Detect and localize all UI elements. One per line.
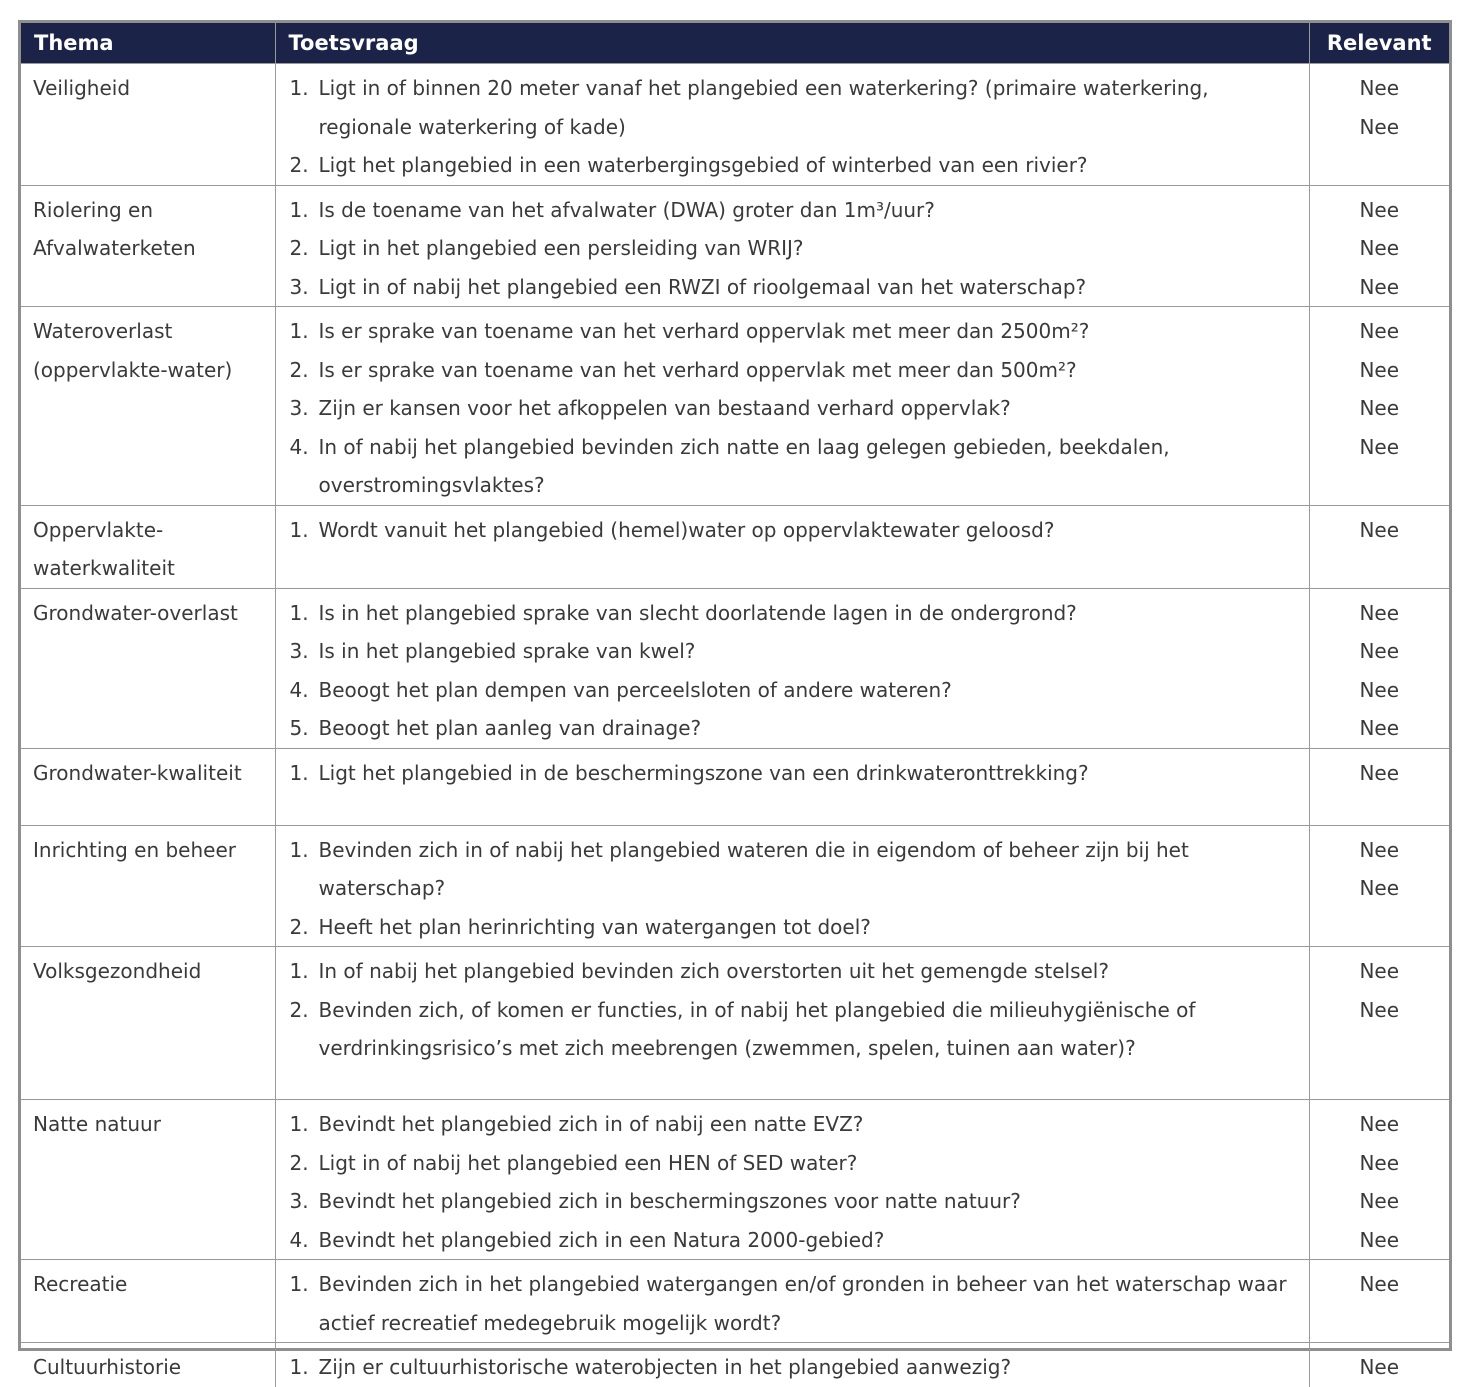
header-relevant: Relevant xyxy=(1309,23,1449,64)
table-body xyxy=(21,64,1449,1387)
question-number: 1. xyxy=(289,1355,309,1379)
toetsvraag-cell xyxy=(275,1343,1309,1387)
relevant-value: Nee xyxy=(1359,76,1400,100)
question-number: 3. xyxy=(289,639,309,663)
question-text: Ligt in of nabij het plangebied een HEN of SED water? xyxy=(318,1150,858,1175)
thema-cell: Recreatie xyxy=(21,1260,275,1343)
question-item xyxy=(288,1348,1309,1387)
question-number: 3. xyxy=(289,396,309,420)
relevant-cell xyxy=(1309,947,1449,1100)
thema-cell: Inrichting en beheer xyxy=(21,825,275,947)
relevant-value: Nee xyxy=(1359,114,1400,139)
thema-cell: Oppervlakte-waterkwaliteit xyxy=(21,505,275,588)
relevant-value: Nee xyxy=(1359,1227,1400,1252)
toetsvraag-cell xyxy=(275,1260,1309,1343)
watertoets-table xyxy=(21,23,1449,1387)
thema-cell: Cultuurhistorie xyxy=(21,1343,275,1387)
question-item xyxy=(288,709,1309,748)
question-text: Zijn er cultuurhistorische waterobjecten in het plangebied aanwezig? xyxy=(318,1355,1012,1379)
question-number: 5. xyxy=(289,716,309,740)
toetsvraag-cell xyxy=(275,825,1309,947)
question-text: Beoogt het plan dempen van perceelsloten of andere wateren? xyxy=(318,677,952,702)
table-row xyxy=(21,748,1449,825)
question-item xyxy=(288,268,1309,307)
table-row xyxy=(21,185,1449,307)
question-text: Heeft het plan herinrichting van watergangen tot doel? xyxy=(318,914,871,939)
toetsvraag-cell xyxy=(275,307,1309,506)
table-row xyxy=(21,588,1449,748)
question-number: 2. xyxy=(289,153,309,177)
question-text: Beoogt het plan aanleg van drainage? xyxy=(318,716,702,740)
question-item xyxy=(288,754,1309,793)
question-text: Bevindt het plangebied zich in een Natura 2000-gebied? xyxy=(318,1227,885,1252)
question-text: Is in het plangebied sprake van kwel? xyxy=(318,639,696,663)
table-row xyxy=(21,307,1449,506)
question-item xyxy=(288,146,1309,185)
question-item xyxy=(288,191,1309,230)
toetsvraag-cell xyxy=(275,748,1309,825)
question-text: Bevinden zich, of komen er functies, in of nabij het plangebied die milieuhygiënische of verdrinkingsrisico’s met zich meebrengen (zwemmen, spelen, tuinen aan water)? xyxy=(318,997,1196,1060)
table-row xyxy=(21,1100,1449,1260)
question-number: 1. xyxy=(289,319,309,343)
question-number: 1. xyxy=(289,517,309,542)
relevant-value: Nee xyxy=(1359,760,1400,785)
question-text: Bevinden zich in het plangebied watergangen en/of gronden in beheer van het waterschap waar actief recreatief medegebruik mogelijk wordt? xyxy=(318,1272,1287,1335)
question-text: Ligt in of binnen 20 meter vanaf het plangebied een waterkering? (primaire waterkering, regionale waterkering of kade) xyxy=(318,76,1209,139)
relevant-cell xyxy=(1309,588,1449,748)
question-item xyxy=(288,1182,1309,1221)
question-number: 2. xyxy=(289,357,309,382)
question-number: 1. xyxy=(289,76,309,100)
question-item xyxy=(288,991,1309,1068)
table-row xyxy=(21,1343,1449,1387)
question-text: Ligt in of nabij het plangebied een RWZI of rioolgemaal van het waterschap? xyxy=(318,274,1087,299)
thema-cell: Veiligheid xyxy=(21,64,275,186)
question-text: Zijn er kansen voor het afkoppelen van bestaand verhard oppervlak? xyxy=(318,396,1011,420)
question-text: Is er sprake van toename van het verhard oppervlak met meer dan 2500m²? xyxy=(318,319,1090,343)
question-item xyxy=(288,632,1309,671)
question-item xyxy=(288,908,1309,947)
question-item xyxy=(288,1105,1309,1144)
relevant-cell xyxy=(1309,1100,1449,1260)
question-number: 1. xyxy=(289,959,309,983)
question-text: Is in het plangebied sprake van slecht doorlatende lagen in de ondergrond? xyxy=(318,600,1077,625)
question-text: Is de toename van het afvalwater (DWA) groter dan 1m³/uur? xyxy=(318,197,935,222)
thema-cell: Grondwater-kwaliteit xyxy=(21,748,275,825)
question-item xyxy=(288,952,1309,991)
table-row xyxy=(21,825,1449,947)
relevant-value: Nee xyxy=(1359,876,1400,900)
relevant-cell xyxy=(1309,505,1449,588)
question-item xyxy=(288,1144,1309,1183)
question-text: Is er sprake van toename van het verhard oppervlak met meer dan 500m²? xyxy=(318,357,1077,382)
thema-cell: Wateroverlast (oppervlakte-water) xyxy=(21,307,275,506)
relevant-value: Nee xyxy=(1359,1150,1400,1175)
relevant-value: Nee xyxy=(1359,600,1400,625)
relevant-value: Nee xyxy=(1359,1355,1400,1379)
question-number: 1. xyxy=(289,837,309,862)
thema-cell: Volksgezondheid xyxy=(21,947,275,1100)
header-thema: Thema xyxy=(21,23,275,64)
relevant-cell xyxy=(1309,1260,1449,1343)
question-item xyxy=(288,1221,1309,1260)
relevant-value: Nee xyxy=(1359,677,1400,702)
relevant-value: Nee xyxy=(1359,197,1400,222)
toetsvraag-cell xyxy=(275,947,1309,1100)
relevant-cell xyxy=(1309,748,1449,825)
question-number: 2. xyxy=(289,1150,309,1175)
relevant-cell xyxy=(1309,64,1449,186)
question-text: Bevindt het plangebied zich in beschermingszones voor natte natuur? xyxy=(318,1189,1021,1213)
relevant-cell xyxy=(1309,185,1449,307)
watertoets-table-frame xyxy=(18,20,1452,1379)
question-number: 1. xyxy=(289,600,309,625)
relevant-value: Nee xyxy=(1359,517,1400,542)
question-text: Wordt vanuit het plangebied (hemel)water op oppervlaktewater geloosd? xyxy=(318,517,1055,542)
question-text: In of nabij het plangebied bevinden zich natte en laag gelegen gebieden, beekdalen, overstromingsvlaktes? xyxy=(318,434,1170,497)
thema-cell: Natte natuur xyxy=(21,1100,275,1260)
relevant-value: Nee xyxy=(1359,1189,1400,1213)
question-number: 2. xyxy=(289,997,309,1022)
table-row xyxy=(21,64,1449,186)
question-item xyxy=(288,312,1309,351)
toetsvraag-cell xyxy=(275,505,1309,588)
question-number: 1. xyxy=(289,760,309,785)
header-toetsvraag: Toetsvraag xyxy=(275,23,1309,64)
relevant-cell xyxy=(1309,825,1449,947)
question-item xyxy=(288,671,1309,710)
header-row xyxy=(21,23,1449,64)
question-text: In of nabij het plangebied bevinden zich overstorten uit het gemengde stelsel? xyxy=(318,959,1109,983)
question-number: 4. xyxy=(289,1227,309,1252)
relevant-cell xyxy=(1309,1343,1449,1387)
question-number: 2. xyxy=(289,236,309,260)
question-number: 1. xyxy=(289,1112,309,1136)
relevant-value: Nee xyxy=(1359,1272,1400,1296)
relevant-value: Nee xyxy=(1359,716,1400,740)
question-item xyxy=(288,1265,1309,1342)
question-number: 4. xyxy=(289,677,309,702)
question-text: Ligt het plangebied in een waterbergingsgebied of winterbed van een rivier? xyxy=(318,153,1088,177)
relevant-value: Nee xyxy=(1359,1112,1400,1136)
thema-cell: Riolering en Afvalwaterketen xyxy=(21,185,275,307)
relevant-cell xyxy=(1309,307,1449,506)
relevant-value: Nee xyxy=(1359,274,1400,299)
question-number: 4. xyxy=(289,434,309,459)
question-item xyxy=(288,229,1309,268)
relevant-value: Nee xyxy=(1359,357,1400,382)
relevant-value: Nee xyxy=(1359,997,1400,1022)
question-text: Bevinden zich in of nabij het plangebied wateren die in eigendom of beheer zijn bij het waterschap? xyxy=(318,837,1189,900)
relevant-value: Nee xyxy=(1359,837,1400,862)
question-item xyxy=(288,351,1309,390)
question-number: 1. xyxy=(289,1272,309,1296)
toetsvraag-cell xyxy=(275,1100,1309,1260)
table-row xyxy=(21,1260,1449,1343)
toetsvraag-cell xyxy=(275,64,1309,186)
toetsvraag-cell xyxy=(275,588,1309,748)
relevant-value: Nee xyxy=(1359,639,1400,663)
question-item xyxy=(288,511,1309,550)
question-item xyxy=(288,389,1309,428)
question-item xyxy=(288,69,1309,146)
question-number: 3. xyxy=(289,274,309,299)
thema-cell: Grondwater-overlast xyxy=(21,588,275,748)
question-text: Ligt in het plangebied een persleiding van WRIJ? xyxy=(318,236,804,260)
question-text: Bevindt het plangebied zich in of nabij een natte EVZ? xyxy=(318,1112,864,1136)
question-item xyxy=(288,428,1309,505)
table-row xyxy=(21,505,1449,588)
question-text: Ligt het plangebied in de beschermingszone van een drinkwateronttrekking? xyxy=(318,760,1089,785)
relevant-value: Nee xyxy=(1359,236,1400,260)
question-number: 3. xyxy=(289,1189,309,1213)
table-row xyxy=(21,947,1449,1100)
relevant-value: Nee xyxy=(1359,959,1400,983)
question-number: 2. xyxy=(289,914,309,939)
question-number: 1. xyxy=(289,197,309,222)
relevant-value: Nee xyxy=(1359,319,1400,343)
toetsvraag-cell xyxy=(275,185,1309,307)
relevant-value: Nee xyxy=(1359,396,1400,420)
relevant-value: Nee xyxy=(1359,434,1400,459)
question-item xyxy=(288,594,1309,633)
question-item xyxy=(288,831,1309,908)
